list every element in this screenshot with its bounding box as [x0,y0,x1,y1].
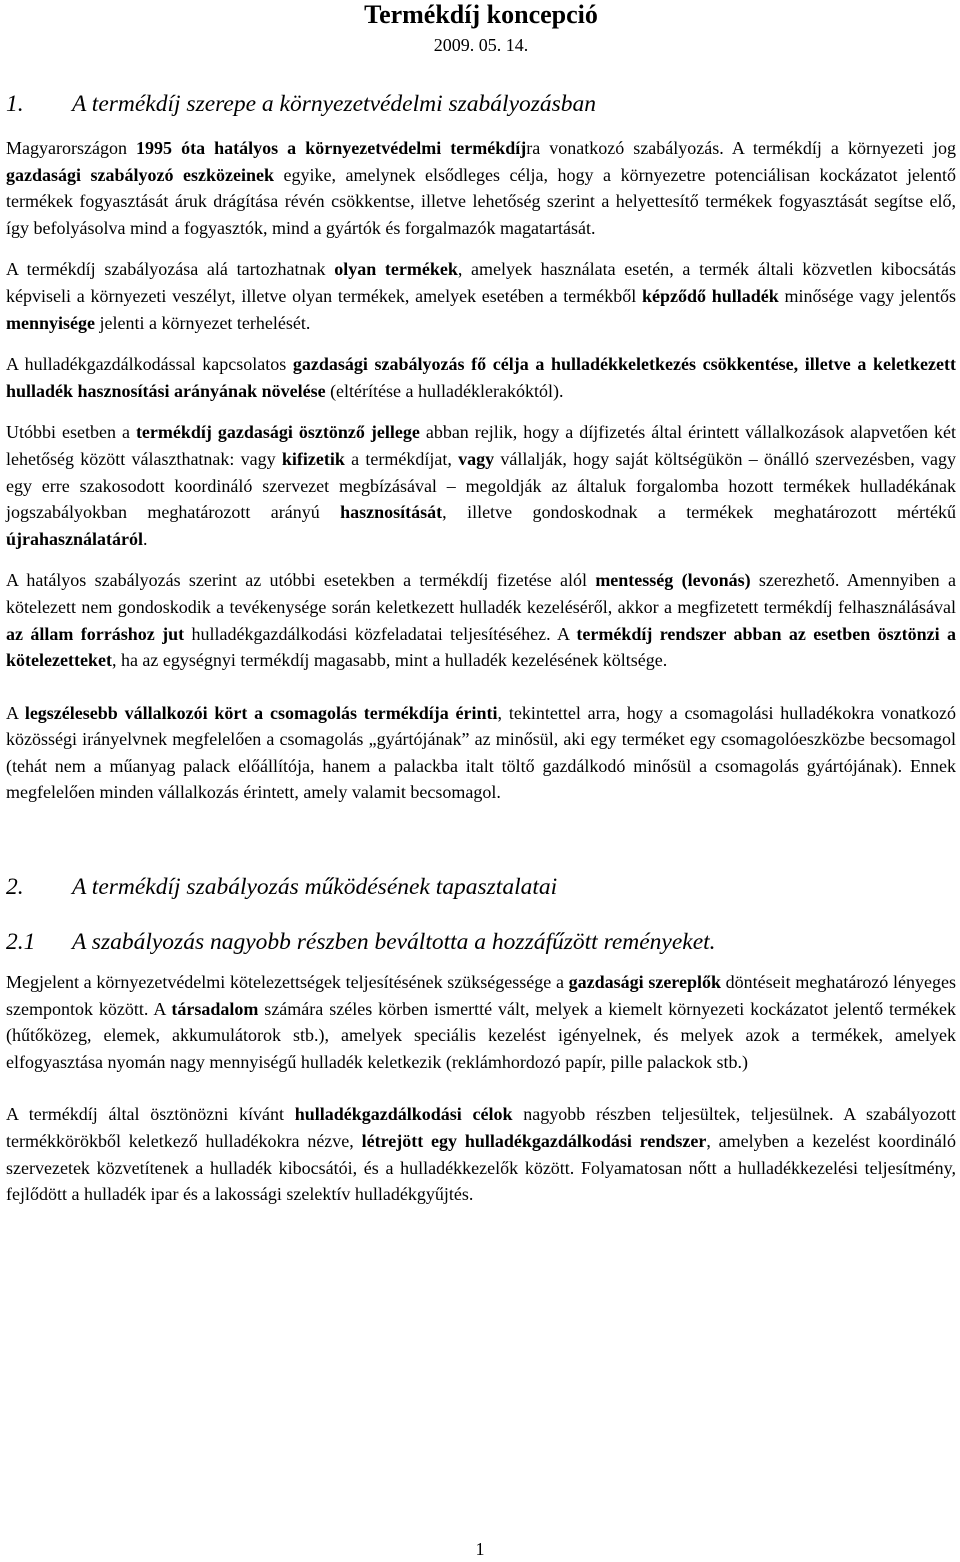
bold-emphasis: társadalom [171,998,259,1019]
section-number: 2. [6,874,24,901]
bold-emphasis: legszélesebb vállalkozói kört a csomagolás termékdíja érinti [24,702,498,723]
bold-emphasis: kifizetik [281,448,345,469]
section-title: A termékdíj szerepe a környezetvédelmi szabályozásban [72,91,597,117]
bold-emphasis: 1995 óta hatályos a környezetvédelmi termékdíj [136,138,527,158]
document-page [6,0,956,1208]
bold-emphasis: termékdíj gazdasági ösztönző jellege [135,422,420,443]
bold-emphasis: gazdasági szereplők [568,972,721,993]
paragraph: A termékdíj szabályozása alá tartozhatnak olyan termékek, amelyek használata esetén, a termék általi közvetlen kibocsátás képviseli a környezeti veszélyt, illetve olyan termékek, amelyek esetében a termékből képződő hulladék minősége vagy jelentős mennyisége jelenti a környezet terhelését. [6,259,957,333]
bold-emphasis: újrahasználatáról [6,528,143,549]
section-1-heading [6,89,956,119]
paragraph: Megjelent a környezetvédelmi kötelezettségek teljesítésének szükségessége a gazdasági szereplők döntéseit meghatározó lényeges szempontok között. A társadalom számára széles körben ismertté vált, melyek a kiemelt környezeti kockázatot jelentő termékek (hűtőközeg, elemek, akkumulátorok stb.), amelyek speciális kezelést igényelnek, és melyek azok a termékek, amelyek elfogyasztása nyomán nagy mennyiségű hulladék keletkezik (reklámhordozó papír, pille palackok stb.) [6,972,956,1072]
bold-emphasis: hasznosítását [340,502,443,523]
document-date: 2009. 05. 14. [433,35,529,55]
section-number: 2.1 [6,929,36,956]
bold-emphasis: olyan termékek [334,259,458,280]
bold-emphasis: létrejött egy hulladékgazdálkodási rendszer [361,1131,707,1152]
paragraph: Utóbbi esetben a termékdíj gazdasági ösztönző jellege abban rejlik, hogy a díjfizetés által érintett vállalkozások alapvetően két lehetőség között választhatnak: vagy kifizetik a termékdíjat, vagy vállalják, hogy saját költségükön – önálló szervezésben, vagy egy erre szakosodott koordináló szervezet megbízásával – megoldják az általuk forgalomba hozott termékek hulladékának jogszabályokban meghatározott arányú hasznosítását, illetve gondoskodnak a termékek meghatározott mértékű újrahasználatáról. [6,422,957,549]
document-title: Termékdíj koncepció [364,0,598,29]
paragraph: A hatályos szabályozás szerint az utóbbi esetekben a termékdíj fizetése alól mentesség (levonás) szerezhető. Amennyiben a kötelezett nem gondoskodik a tevékenysége során keletkezett hulladék kezeléséről, akkor a megfizetett termékdíj felhasználásával az állam forráshoz jut hulladékgazdálkodási közfeladatai teljesítéséhez. A termékdíj rendszer abban az esetben ösztönzi a kötelezetteket, ha az egységnyi termékdíj magasabb, mint a hulladék kezelésének költsége. [6,570,957,671]
section-number: 1. [6,91,24,117]
bold-emphasis: mennyisége [6,312,95,333]
bold-emphasis: mentesség (levonás) [595,570,751,591]
bold-emphasis: képződő hulladék [642,285,779,306]
paragraph: A legszélesebb vállalkozói kört a csomagolás termékdíja érinti, tekintettel arra, hogy a csomagolási hulladékokra vonatkozó közösségi irányelvnek megfelelően a csomagolás „gyártójának” az minősül, aki egy terméket egy csomagolóeszközbe becsomagol (tehát nem a műanyag palack előállítója, hanem a palackba italt töltő gazdálkodó minősül a csomagolás gyártójának). Ennek megfelelően minden vállalkozás érintett, amely valamit becsomagol. [6,702,956,803]
paragraph: A hulladékgazdálkodással kapcsolatos gazdasági szabályozás fő célja a hulladékkeletkezés csökkentése, illetve a keletkezett hulladék hasznosítási arányának növelése (eltérítése a hulladéklerakóktól). [6,354,956,401]
section-title: A szabályozás nagyobb részben beváltotta a hozzáfűzött reményeket. [72,929,716,956]
page-number: 1 [475,1539,485,1559]
section-2-1-heading [6,927,956,957]
paragraph: Magyarországon 1995 óta hatályos a környezetvédelmi termékdíjra vonatkozó szabályozás. A termékdíj a környezeti jog gazdasági szabályozó eszközeinek egyike, amelynek elsődleges célja, hogy a környezetre potenciálisan kockázatot jelentő termékek fogyasztását áruk drágítása révén csökkentse, illetve lehetőség szerint a helyettesítő termékek fogyasztását segítse elő, így befolyásolva mind a fogyasztók, mind a gyártók és forgalmazók magatartását. [6,138,956,238]
section-title: A termékdíj szabályozás működésének tapasztalatai [72,874,558,901]
bold-emphasis: az állam forráshoz jut [6,623,185,644]
bold-emphasis: gazdasági szabályozó eszközeinek [6,164,275,185]
bold-emphasis: termékdíj rendszer abban az esetben ösztönzi a kötelezetteket [6,623,957,671]
section-2-heading [6,872,956,902]
bold-emphasis: gazdasági szabályozás fő célja a hulladékkeletkezés csökkentése, illetve a keletkezett hulladék hasznosítási arányának növelése [6,354,956,401]
paragraph: A termékdíj által ösztönözni kívánt hulladékgazdálkodási célok nagyobb részben teljesültek, teljesülnek. A szabályozott termékkörökből keletkező hulladékokra nézve, létrejött egy hulladékgazdálkodási rendszer, amelyben a kezelést koordináló szervezetek közvetítenek a hulladék kibocsátói, és a hulladékkezelők között. Folyamatosan nőtt a hulladékkezelési teljesítmény, fejlődött a hulladék ipar és a lakossági szelektív hulladékgyűjtés. [6,1104,956,1205]
bold-emphasis: hulladékgazdálkodási célok [294,1104,513,1125]
bold-emphasis: vagy [458,448,495,469]
